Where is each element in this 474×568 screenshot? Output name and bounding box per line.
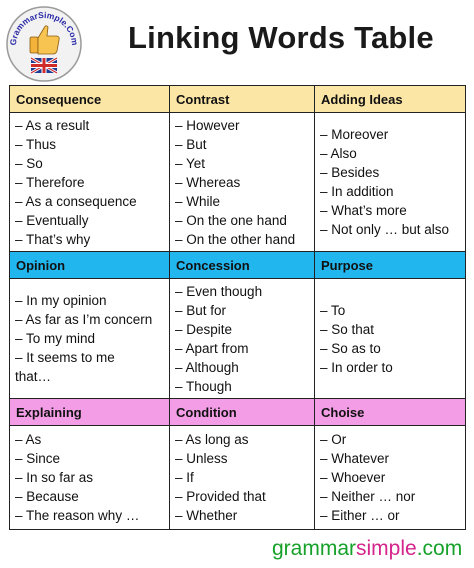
list-item: – On the one hand [175, 212, 287, 228]
list-item: – However [175, 117, 240, 133]
header-consequence: Consequence [10, 86, 170, 113]
list-item: – The reason why … [15, 508, 140, 523]
header-adding-ideas: Adding Ideas [315, 86, 466, 113]
footer-part-grammar: grammar [272, 537, 357, 560]
cell-consequence [10, 113, 170, 252]
list-item: – So as to [320, 340, 381, 356]
footer-part-com: .com [416, 537, 463, 560]
list-item: – Despite [175, 321, 233, 337]
list-item: – As a result [15, 117, 90, 133]
list-item: – On the other hand [175, 231, 296, 247]
page-title: Linking Words Table [128, 20, 434, 55]
list-item: – That’s why [15, 231, 91, 247]
uk-flag-icon [31, 58, 57, 73]
list-item: – Also [320, 146, 357, 161]
cell-opinion [10, 279, 170, 399]
list-item: – Thus [15, 136, 57, 152]
list-item: – Though [175, 378, 232, 394]
list-item: – It seems to me that… [15, 350, 115, 384]
list-item: – In order to [320, 359, 393, 375]
header-explaining: Explaining [10, 399, 170, 426]
header-condition: Condition [170, 399, 315, 426]
grammarsimple-logo [4, 4, 84, 84]
logo-text: GrammarSimple.Com [7, 9, 81, 46]
list-item: – Either … or [320, 508, 400, 523]
list-item: – Yet [175, 155, 206, 171]
header-choise: Choise [315, 399, 466, 426]
list-item: – Neither … nor [320, 489, 416, 504]
list-item: – In so far as [15, 470, 94, 485]
header-row [10, 399, 466, 426]
list-item: – As a consequence [15, 193, 137, 209]
list-item: – Since [15, 451, 61, 466]
header-concession: Concession [170, 252, 315, 279]
list-item: – Even though [175, 283, 263, 299]
list-item: – What’s more [320, 203, 407, 218]
list-item: – Because [15, 489, 79, 504]
list-item: – Whatever [320, 451, 390, 466]
list-item: – As [15, 432, 42, 447]
header-contrast: Contrast [170, 86, 315, 113]
list-item: – Therefore [15, 174, 85, 190]
footer-part-simple: simple [356, 537, 417, 560]
list-item: – Whoever [320, 470, 386, 485]
list-item: – So that [320, 321, 375, 337]
list-item: – While [175, 193, 221, 209]
list-item: – Although [175, 359, 239, 375]
cell-purpose [315, 279, 466, 399]
list-item: – Apart from [175, 340, 249, 356]
header-purpose: Purpose [315, 252, 466, 279]
list-item: – Eventually [15, 212, 89, 228]
list-item: – Moreover [320, 127, 389, 142]
list-item: – But for [175, 302, 227, 318]
list-item: – But [175, 136, 207, 152]
list-item: – Unless [175, 451, 228, 466]
cell-condition [170, 426, 315, 530]
header-row [10, 86, 466, 113]
cell-explaining [10, 426, 170, 530]
cell-contrast [170, 113, 315, 252]
cell-adding-ideas [315, 113, 466, 252]
list-item: – If [175, 470, 194, 485]
cell-concession [170, 279, 315, 399]
list-item: – So [15, 155, 43, 171]
list-item: – In addition [320, 184, 394, 199]
list-item: – In my opinion [15, 293, 107, 308]
header-row [10, 252, 466, 279]
list-item: – Whereas [175, 174, 241, 190]
list-item: – To [320, 302, 346, 318]
cell-choise [315, 426, 466, 530]
linking-words-table [9, 85, 466, 530]
list-item: – As far as I’m concern [15, 312, 153, 327]
list-item: – Not only … but also [320, 222, 450, 237]
table-row [10, 426, 466, 530]
list-item: – Whether [175, 508, 238, 523]
list-item: – Besides [320, 165, 380, 180]
footer-website [272, 537, 462, 561]
list-item: – To my mind [15, 331, 96, 346]
list-item: – Or [320, 432, 347, 447]
list-item: – As long as [175, 432, 249, 447]
table-row [10, 279, 466, 399]
table-row [10, 113, 466, 252]
header-opinion: Opinion [10, 252, 170, 279]
list-item: – Provided that [175, 489, 266, 504]
